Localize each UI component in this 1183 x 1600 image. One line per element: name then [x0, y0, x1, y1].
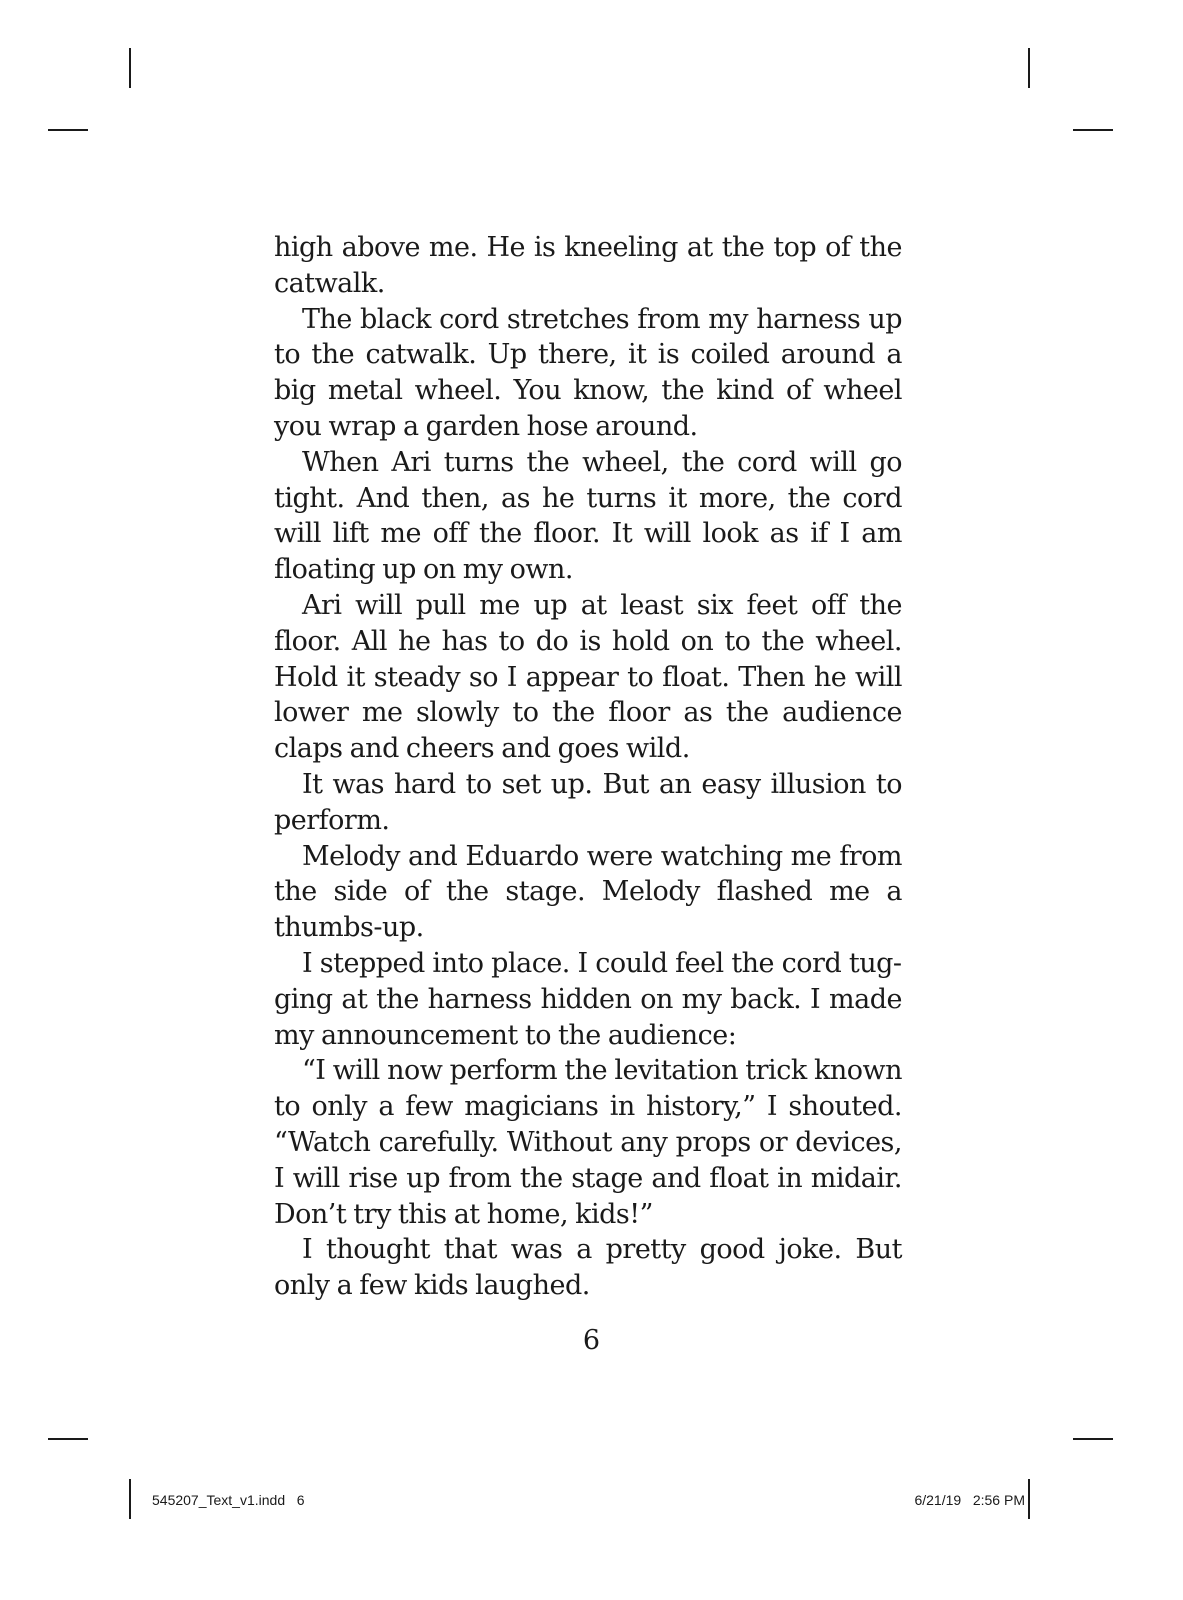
- crop-mark-bottom-right-horizontal: [1073, 1438, 1113, 1440]
- paragraph-3: When Ari turns the wheel, the cord will go tight. And then, as he turns it more, the cord will lift me off the floor. It will look as if I am floating up on my own.: [274, 446, 902, 586]
- paragraph-8: “I will now perform the levitation trick known to only a few magicians in history,” I shouted. “Watch carefully. Without any props or devices, I will rise up from the stage and float in midair. Don’t try this at home, kids!”: [274, 1055, 902, 1230]
- crop-mark-bottom-left-horizontal: [48, 1438, 88, 1440]
- crop-mark-top-left-horizontal: [48, 129, 88, 131]
- crop-mark-bottom-left-vertical: [129, 1479, 131, 1519]
- paragraph-5: It was hard to set up. But an easy illusion to perform.: [274, 768, 902, 836]
- paragraph-4: Ari will pull me up at least six feet off the floor. All he has to do is hold on to the wheel. Hold it steady so I appear to float. Then he will lower me slowly to the floor as the audience claps and cheers and goes wild.: [274, 589, 902, 765]
- page-number: 6: [582, 1325, 601, 1356]
- body-text: [274, 230, 902, 1304]
- paragraph-6: Melody and Eduardo were watching me from the side of the stage. Melody flashed me a thumbs-up.: [274, 840, 902, 944]
- crop-mark-bottom-right-vertical: [1028, 1479, 1030, 1519]
- crop-mark-top-right-horizontal: [1073, 129, 1113, 131]
- crop-mark-top-left-vertical: [129, 48, 131, 88]
- paragraph-2: The black cord stretches from my harness up to the catwalk. Up there, it is coiled around a big metal wheel. You know, the kind of wheel you wrap a garden hose around.: [274, 303, 902, 442]
- slug-timestamp: 6/21/19 2:56 PM: [914, 1492, 1025, 1508]
- paragraph-9: I thought that was a pretty good joke. But only a few kids laughed.: [274, 1234, 902, 1302]
- crop-mark-top-right-vertical: [1028, 48, 1030, 88]
- slug-filename: 545207_Text_v1.indd 6: [152, 1492, 305, 1508]
- paragraph-1: high above me. He is kneeling at the top of the catwalk.: [274, 232, 902, 299]
- paragraph-7: I stepped into place. I could feel the cord tugging at the harness hidden on my back. I made my announcement to the audience:: [274, 947, 902, 1051]
